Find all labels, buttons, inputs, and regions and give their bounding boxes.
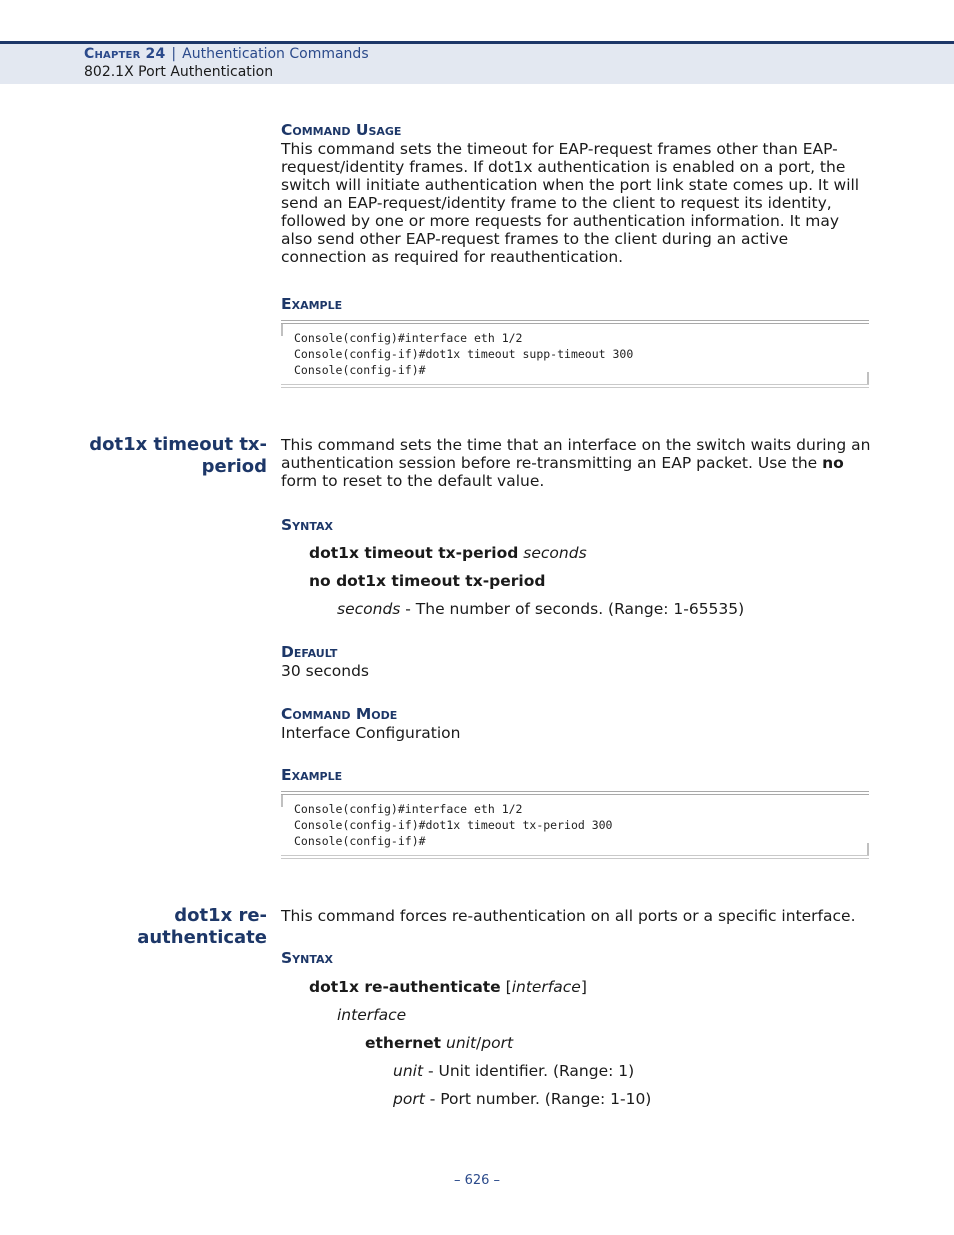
param-seconds (337, 600, 744, 618)
param-name: port (393, 1090, 425, 1108)
code-text: Console(config)#interface eth 1/2 Console(config-if)#dot1x timeout tx-period 300 Console(config-if)# (294, 802, 613, 848)
bracket-close: ] (580, 978, 587, 996)
command-title-line: dot1x re- (174, 905, 267, 926)
desc-line: This command sets the time that an interface on the switch waits during an (281, 436, 871, 454)
param-interface (337, 1006, 406, 1024)
usage-line: request/identity frames. If dot1x authentication is enabled on a port, the (281, 158, 846, 176)
command-mode-heading: Command Mode (281, 705, 398, 723)
syntax-command: dot1x timeout tx-period (309, 544, 519, 562)
param-name: unit (446, 1034, 477, 1052)
command-title-line: period (201, 456, 267, 477)
re-authenticate-description: This command forces re-authentication on all ports or a specific interface. (281, 907, 856, 925)
command-title-line: dot1x timeout tx- (89, 434, 267, 455)
usage-line: switch will initiate authentication when the port link state comes up. It will (281, 176, 860, 194)
command-title-tx-period (87, 434, 267, 478)
param-name: port (481, 1034, 514, 1052)
desc-line (281, 454, 871, 472)
command-usage-heading: Command Usage (281, 121, 402, 139)
ethernet-keyword: ethernet (365, 1034, 442, 1052)
example-heading: Example (281, 295, 343, 313)
usage-line: also send other EAP-request frames to the client during an active (281, 230, 789, 248)
usage-line: send an EAP-request/identity frame to the client to request its identity, (281, 194, 832, 212)
command-title-re-authenticate (87, 905, 267, 949)
syntax-heading: Syntax (281, 949, 333, 967)
code-text: Console(config)#interface eth 1/2 Console(config-if)#dot1x timeout supp-timeout 300 Console(config-if)# (294, 331, 634, 377)
param-ethernet (365, 1034, 513, 1052)
usage-line: connection as required for reauthentication. (281, 248, 624, 266)
default-heading: Default (281, 643, 338, 661)
syntax-command: no dot1x timeout tx-period (309, 572, 546, 590)
param-name: seconds (337, 600, 401, 618)
default-value: 30 seconds (281, 662, 370, 680)
running-header (84, 46, 369, 62)
example-heading: Example (281, 766, 343, 784)
chapter-label: Chapter 24 (84, 46, 166, 62)
syntax-param: interface (511, 978, 581, 996)
chapter-title: Authentication Commands (182, 46, 369, 62)
command-mode-value: Interface Configuration (281, 724, 461, 742)
param-name: interface (337, 1006, 407, 1024)
tx-period-description (281, 436, 871, 490)
param-unit (393, 1062, 634, 1080)
command-title-line: authenticate (137, 927, 267, 948)
usage-line: This command sets the timeout for EAP-request frames other than EAP- (281, 140, 838, 158)
syntax-line (309, 978, 587, 996)
syntax-line (309, 544, 587, 562)
no-keyword: no (822, 454, 844, 472)
desc-line: form to reset to the default value. (281, 472, 545, 490)
page-number: – 626 – (453, 1173, 501, 1188)
param-desc: - The number of seconds. (Range: 1-65535) (400, 600, 745, 618)
param-name: unit (393, 1062, 424, 1080)
syntax-line-no (309, 572, 545, 590)
syntax-param: seconds (523, 544, 587, 562)
param-port (393, 1090, 651, 1108)
syntax-heading: Syntax (281, 516, 333, 534)
param-desc: - Unit identifier. (Range: 1) (423, 1062, 635, 1080)
usage-line: followed by one or more requests for authentication information. It may (281, 212, 840, 230)
desc-text: authentication session before re-transmitting an EAP packet. Use the (281, 454, 823, 472)
bracket-open: [ (500, 978, 512, 996)
syntax-command: dot1x re-authenticate (309, 978, 501, 996)
section-title: 802.1X Port Authentication (84, 64, 274, 80)
slash: / (476, 1034, 482, 1052)
code-example (281, 791, 869, 859)
code-example (281, 320, 869, 388)
param-desc: - Port number. (Range: 1-10) (424, 1090, 652, 1108)
command-usage-text (281, 140, 871, 266)
header-separator: | (171, 46, 177, 62)
